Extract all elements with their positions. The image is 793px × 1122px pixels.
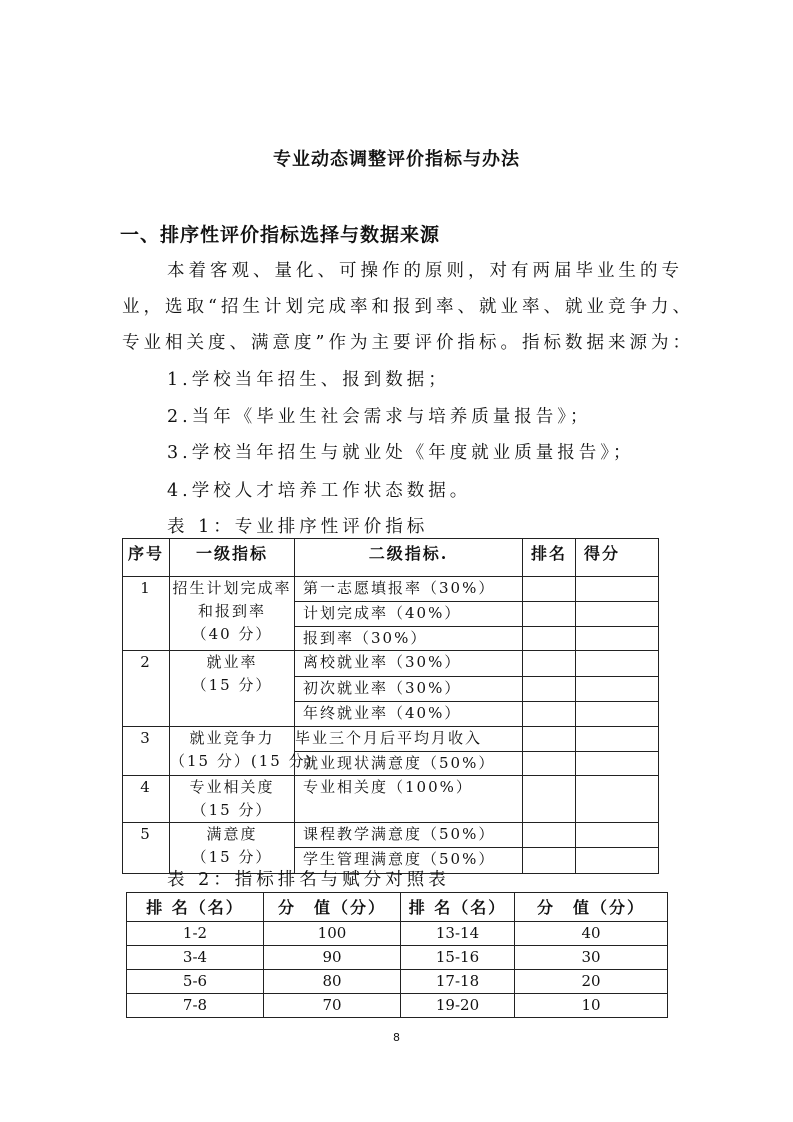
level1-indicator-line: 和报到率 <box>197 602 266 620</box>
table-row <box>127 970 668 994</box>
level1-indicator-line: （15 分） <box>191 801 273 819</box>
rank-cell <box>523 727 576 752</box>
level2-indicator-cell: 就业现状满意度（50%） <box>295 752 523 776</box>
level2-indicator-cell: 离校就业率（30%） <box>295 651 523 677</box>
page-number: 8 <box>393 1031 400 1044</box>
rank-cell <box>523 848 576 874</box>
level2-indicator-cell: 计划完成率（40%） <box>295 602 523 627</box>
table-row <box>123 823 659 848</box>
score-cell <box>576 651 659 677</box>
score-cell <box>576 627 659 651</box>
source-item: 2.当年《毕业生社会需求与培养质量报告》； <box>167 407 592 427</box>
rank-cell <box>523 627 576 651</box>
indicator-table <box>122 538 659 874</box>
level1-indicator-line: （15 分） <box>191 848 273 866</box>
source-item: 1.学校当年招生、报到数据； <box>167 370 450 390</box>
table-row <box>127 946 668 970</box>
rank-range-cell: 7-8 <box>127 994 264 1018</box>
document-title: 专业动态调整评价指标与办法 <box>273 149 520 170</box>
score-value-cell: 10 <box>515 994 668 1018</box>
header-cell: 二级指标. <box>295 539 523 577</box>
section-heading: 一、排序性评价指标选择与数据来源 <box>120 224 441 246</box>
level1-indicator-cell <box>170 651 295 727</box>
rank-range-cell: 15-16 <box>401 946 515 970</box>
header-cell: 序号 <box>123 539 170 577</box>
rank-range-cell: 1-2 <box>127 922 264 946</box>
score-cell <box>576 752 659 776</box>
score-value-cell: 100 <box>264 922 401 946</box>
level2-indicator-cell: 初次就业率（30%） <box>295 677 523 702</box>
rank-cell <box>523 776 576 823</box>
header-cell: 排名 <box>523 539 576 577</box>
level2-indicator-cell: 年终就业率（40%） <box>295 702 523 727</box>
rank-range-cell: 17-18 <box>401 970 515 994</box>
rank-cell <box>523 677 576 702</box>
paragraph-line: 业，选取“招生计划完成率和报到率、就业率、就业竞争力、 <box>122 297 694 317</box>
table-row <box>123 727 659 752</box>
score-value-cell: 90 <box>264 946 401 970</box>
table-header-row <box>123 539 659 577</box>
header-cell: 分 值（分） <box>264 893 401 922</box>
table-header-row <box>127 893 668 922</box>
source-item: 3.学校当年招生与就业处《年度就业质量报告》； <box>167 443 635 463</box>
rank-range-cell: 19-20 <box>401 994 515 1018</box>
level1-indicator-line: 满意度 <box>206 825 258 843</box>
level1-indicator-cell <box>170 776 295 823</box>
table-row <box>123 776 659 823</box>
rank-cell <box>523 651 576 677</box>
rank-cell <box>523 823 576 848</box>
header-cell: 排 名（名） <box>127 893 264 922</box>
level1-indicator-line: （15 分） <box>191 676 273 694</box>
score-mapping-table <box>126 892 668 1018</box>
level2-indicator-cell: 第一志愿填报率（30%） <box>295 577 523 602</box>
table-row <box>123 651 659 677</box>
row-number-cell: 2 <box>123 651 170 727</box>
level1-indicator-line: （15 分）(15 分) <box>170 752 314 770</box>
level1-indicator-line: （40 分） <box>191 625 273 643</box>
score-cell <box>576 602 659 627</box>
table-row <box>127 922 668 946</box>
score-cell <box>576 823 659 848</box>
level1-indicator-line: 就业率 <box>206 653 258 671</box>
paragraph-line: 专业相关度、满意度”作为主要评价指标。指标数据来源为： <box>122 333 694 353</box>
table-row <box>127 994 668 1018</box>
row-number-cell: 4 <box>123 776 170 823</box>
level1-indicator-cell <box>170 727 314 776</box>
level1-indicator-cell <box>170 577 295 651</box>
row-number-cell: 5 <box>123 823 170 874</box>
header-cell: 得分 <box>576 539 659 577</box>
header-cell: 排 名（名） <box>401 893 515 922</box>
score-cell <box>576 776 659 823</box>
rank-range-cell: 5-6 <box>127 970 264 994</box>
level1-indicator-line: 就业竞争力 <box>189 729 275 747</box>
score-cell <box>576 677 659 702</box>
table-row <box>123 577 659 602</box>
level2-indicator-cell: 毕业三个月后平均月收入 <box>295 727 523 752</box>
rank-cell <box>523 702 576 727</box>
row-number-cell: 1 <box>123 577 170 651</box>
rank-range-cell: 13-14 <box>401 922 515 946</box>
level2-indicator-cell: 学生管理满意度（50%） <box>295 848 523 874</box>
header-cell: 分 值（分） <box>515 893 668 922</box>
table2-caption: 表 2：指标排名与赋分对照表 <box>167 870 450 890</box>
level2-indicator-cell: 报到率（30%） <box>295 627 523 651</box>
rank-cell <box>523 602 576 627</box>
rank-cell <box>523 577 576 602</box>
score-cell <box>576 848 659 874</box>
score-cell <box>576 577 659 602</box>
score-value-cell: 20 <box>515 970 668 994</box>
source-item: 4.学校人才培养工作状态数据。 <box>167 481 472 501</box>
level1-indicator-line: 招生计划完成率 <box>172 579 292 597</box>
score-cell <box>576 702 659 727</box>
score-value-cell: 40 <box>515 922 668 946</box>
level1-indicator-line: 专业相关度 <box>189 778 275 796</box>
score-value-cell: 30 <box>515 946 668 970</box>
score-value-cell: 80 <box>264 970 401 994</box>
table1-caption: 表 1：专业排序性评价指标 <box>167 517 429 537</box>
score-value-cell: 70 <box>264 994 401 1018</box>
level2-indicator-cell: 课程教学满意度（50%） <box>295 823 523 848</box>
header-cell: 一级指标 <box>170 539 295 577</box>
paragraph-line: 本着客观、量化、可操作的原则，对有两届毕业生的专 <box>167 261 683 281</box>
row-number-cell: 3 <box>123 727 170 776</box>
score-cell <box>576 727 659 752</box>
rank-range-cell: 3-4 <box>127 946 264 970</box>
level2-indicator-cell: 专业相关度（100%） <box>295 776 523 823</box>
rank-cell <box>523 752 576 776</box>
